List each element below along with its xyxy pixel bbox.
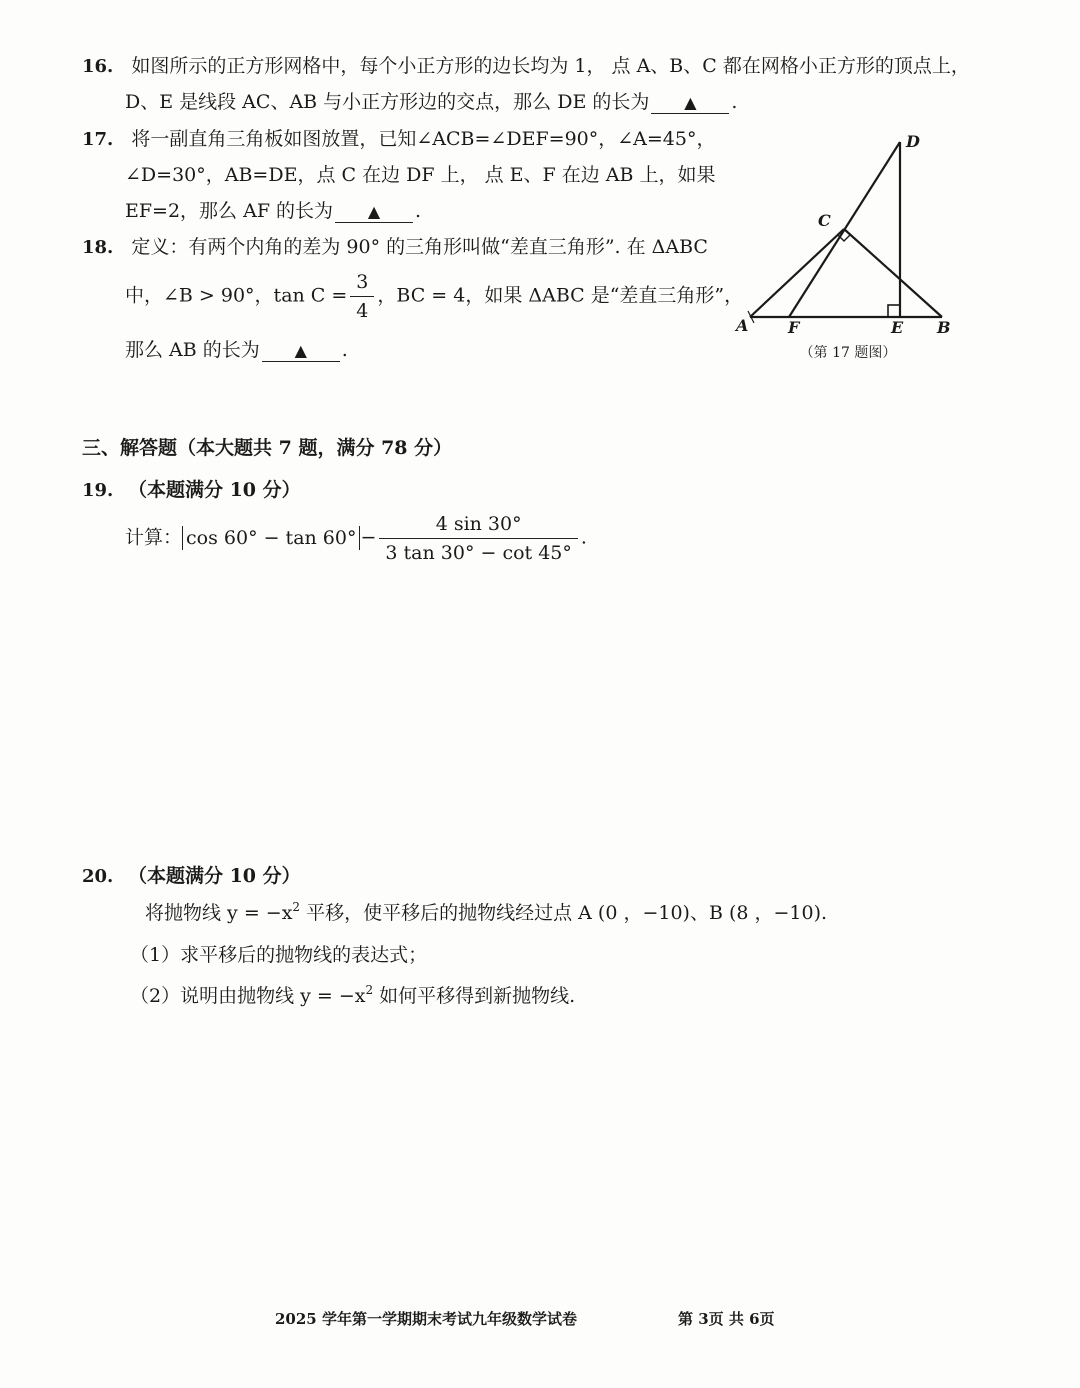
q17-line3 [125,199,421,223]
q18-frac-den: 4 [356,300,369,322]
q17-text-line1: 将一副直角三角板如图放置，已知∠ACB=∠DEF=90°，∠A=45°， [131,128,716,150]
q17-number: 17. [82,129,114,150]
q18-text-line2-pre: 中，∠B > 90°，tan C = [125,284,348,307]
q20-score: （本题满分 10 分） [127,865,301,887]
label-f: F [788,318,800,337]
label-e: E [891,318,904,337]
footer-page: 第 3页 共 6页 [678,1310,775,1328]
footer-title: 2025 学年第一学期期末考试九年级数学试卷 [275,1310,577,1328]
q16-line2 [125,90,737,114]
q16-number: 16. [82,56,114,77]
q16-text-line1: 如图所示的正方形网格中，每个小正方形的边长均为 1， 点 A、B、C 都在网格小正方形的顶点上， [131,55,970,77]
label-d: D [906,132,920,151]
q16-answer-blank: ▲ [651,93,729,114]
figure-17-caption: （第 17 题图） [799,345,897,361]
q18-fraction [350,270,374,323]
q17-text-line3: EF=2，那么 AF 的长为 [125,200,334,222]
section-3-title: 三、解答题（本大题共 7 题，满分 78 分） [82,437,453,459]
q20-number: 20. [82,866,114,887]
q20-stem-exp: 2 [292,900,301,914]
label-b: B [937,318,951,337]
q19-frac-den: 3 tan 30° − cot 45° [385,542,572,564]
q20-part2-post: 如何平移得到新抛物线. [373,985,576,1007]
q20-stem-pre: 将抛物线 y = −x [145,902,293,924]
q20-part2-pre: （2）说明由抛物线 y = −x [130,985,366,1007]
label-c: C [818,211,831,230]
q16-end: . [731,91,738,113]
q18-line3 [125,338,348,362]
q20-stem [145,901,827,925]
q20-part1: （1）求平移后的抛物线的表达式； [130,944,428,966]
q19-fraction [379,512,577,565]
q18-frac-num: 3 [350,270,374,297]
q19-frac-num: 4 sin 30° [379,512,577,539]
q18-line2 [125,270,743,323]
q18-text-line2-post: ，BC = 4，如果 ΔABC 是“差直三角形”， [377,284,744,307]
q18-line1 [82,235,708,260]
right-angle-mark-e [888,305,900,317]
q19-end: . [580,526,587,549]
q17-line1 [82,127,715,152]
q18-text-line1: 定义：有两个内角的差为 90° 的三角形叫做“差直三角形”. 在 ΔABC [131,236,708,258]
q19-number: 19. [82,480,114,501]
q20-part2-exp: 2 [365,983,374,997]
q18-answer-blank: ▲ [262,341,340,362]
q19-prefix: 计算： [125,526,183,549]
q19-expression [125,512,587,565]
q17-text-line2: ∠D=30°，AB=DE，点 C 在边 DF 上， 点 E、F 在边 AB 上，如果 [125,164,716,186]
q18-number: 18. [82,237,114,258]
q19-score: （本题满分 10 分） [127,479,301,501]
label-a: A [736,316,749,335]
q19-abs-expr: cos 60° − tan 60° [182,526,360,550]
q19-header [82,478,301,503]
q18-text-line3: 那么 AB 的长为 [125,339,260,361]
q19-minus: − [360,526,377,549]
q17-end: . [415,200,422,222]
q18-end: . [341,339,348,361]
figure-17 [730,125,970,370]
q20-header [82,864,301,889]
q17-answer-blank: ▲ [335,202,413,223]
segment-fd [789,142,900,317]
q20-part2 [130,984,575,1008]
q16-text-line2: D、E 是线段 AC、AB 与小正方形边的交点，那么 DE 的长为 [125,91,650,113]
q17-line2 [125,163,716,187]
segment-cb [844,229,942,317]
q20-stem-post: 平移，使平移后的抛物线经过点 A (0 ，−10)、B (8 ，−10). [300,902,828,924]
q16-line1 [82,54,970,79]
